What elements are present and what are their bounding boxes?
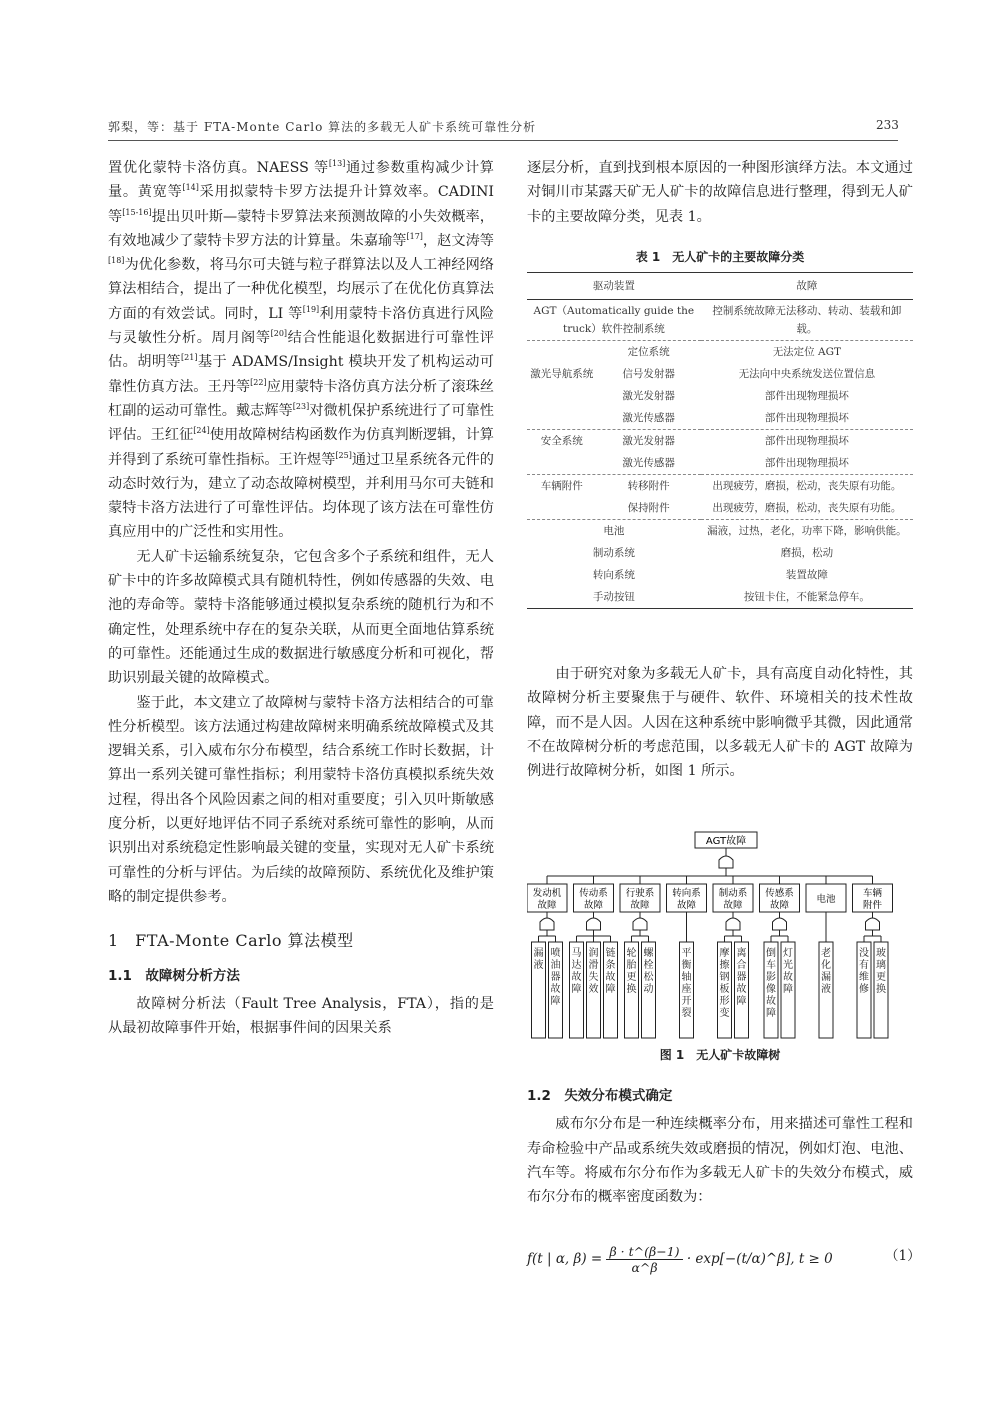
table-cell: 保持附件 bbox=[627, 502, 670, 514]
citation: [24] bbox=[193, 426, 210, 436]
right-column-mid bbox=[527, 662, 913, 783]
category-label: 制动系 bbox=[718, 888, 748, 899]
category-label: 转向系 bbox=[672, 888, 701, 899]
section-heading-1-1: 1.1 故障树分析方法 bbox=[108, 967, 240, 984]
table-group-safety: 安全系统 bbox=[540, 435, 583, 447]
table-cell: 按钮卡住，不能紧急停车。 bbox=[701, 586, 913, 609]
leaf-event-label: 马达故障 bbox=[571, 948, 582, 995]
table-cell: 无法定位 AGT bbox=[772, 346, 841, 358]
table-row bbox=[527, 385, 913, 407]
table-group-laser: 激光导航系统 bbox=[530, 368, 594, 380]
left-column bbox=[108, 156, 494, 1040]
table-row bbox=[527, 586, 913, 609]
citation: [20] bbox=[270, 329, 288, 339]
gate-symbol bbox=[540, 918, 554, 930]
table-group-vehicle: 车辆附件 bbox=[540, 480, 583, 492]
gate-symbol bbox=[719, 856, 733, 868]
citation: [25] bbox=[335, 450, 352, 460]
text: 利用蒙特卡洛仿真进行风险与灵敏性分析。周月阁等 bbox=[108, 305, 494, 347]
leaf-event-label: 链条故障 bbox=[605, 948, 616, 995]
table-row bbox=[527, 363, 913, 385]
category-label: 电池 bbox=[816, 894, 836, 905]
table-cell: 部件出现物理损坏 bbox=[701, 452, 913, 475]
category-label: 故障 bbox=[630, 900, 650, 911]
table-row bbox=[527, 542, 913, 564]
table-cell: 手动按钮 bbox=[527, 586, 701, 609]
table-row bbox=[527, 407, 913, 430]
leaf-event-label: 玻璃更换 bbox=[876, 948, 886, 995]
leaf-event-label: 螺栓松动 bbox=[643, 948, 654, 995]
table-row bbox=[527, 520, 913, 543]
equation-numerator: β · t^(β−1) bbox=[606, 1244, 682, 1260]
citation: [23] bbox=[292, 401, 310, 411]
running-header: 郭梨，等：基于 FTA-Monte Carlo 算法的多载无人矿卡系统可靠性分析 bbox=[108, 120, 537, 134]
text: 基于 ADAMS/Insight 模块开发了机构运动可靠性仿真方法。王丹等 bbox=[108, 354, 494, 395]
text: 置优化蒙特卡洛仿真。NAESS 等 bbox=[108, 160, 329, 176]
text: 通过参数重构减少计算量。黄宽等 bbox=[108, 160, 494, 201]
category-label: 附件 bbox=[862, 900, 883, 911]
category-label: 故障 bbox=[583, 900, 604, 911]
category-label: 故障 bbox=[676, 900, 697, 911]
fault-tree-figure bbox=[527, 826, 913, 1046]
table-cell: 无法向中央系统发送位置信息 bbox=[738, 368, 876, 380]
citation: [13] bbox=[328, 159, 346, 168]
table-row bbox=[527, 452, 913, 475]
table-row bbox=[527, 341, 913, 364]
table-row bbox=[527, 430, 913, 453]
text: ，赵文涛等 bbox=[422, 232, 494, 249]
leaf-event-label: 喷油器故障 bbox=[550, 948, 561, 1007]
table-cell: 装置故障 bbox=[785, 569, 828, 581]
category-label: 车辆 bbox=[862, 888, 883, 899]
table-header-device: 驱动装置 bbox=[527, 273, 701, 300]
leaf-event-label: 没有维修 bbox=[859, 948, 869, 995]
citation: [22] bbox=[250, 377, 267, 387]
section-heading-1: 1 FTA-Monte Carlo 算法模型 bbox=[108, 931, 354, 951]
equation-number: （1） bbox=[885, 1248, 921, 1264]
paragraph-fta-cont: 逐层分析，直到找到根本原因的一种图形演绎方法。本文通过对铜川市某露天矿无人矿卡的故障信息进行整理，得到无人矿卡的主要故障分类，见表 1。 bbox=[527, 160, 913, 225]
category-label: 故障 bbox=[769, 900, 790, 911]
citation: [14] bbox=[182, 183, 199, 193]
right-column-low bbox=[527, 1078, 913, 1209]
leaf-event-label: 离合器故障 bbox=[736, 948, 747, 1007]
leaf-event-label: 灯光故障 bbox=[783, 948, 793, 995]
table-cell: 转向系统 bbox=[592, 569, 635, 581]
top-event-label: AGT故障 bbox=[705, 836, 747, 847]
text: 通过卫星系统各元件的动态时效行为，建立了动态故障树模型，并利用马尔可夫链和蒙特卡洛方法进行了可靠性评估。均体现了该方法在可靠性仿真应用中的广泛性和实用性。 bbox=[108, 451, 494, 541]
table-caption: 表 1 无人矿卡的主要故障分类 bbox=[635, 250, 805, 264]
table-cell: 信号发射器 bbox=[622, 368, 675, 380]
table-cell: 转移附件 bbox=[627, 480, 670, 492]
citation: [18] bbox=[108, 256, 125, 266]
category-label: 故障 bbox=[537, 900, 557, 911]
table-row bbox=[527, 475, 913, 498]
category-label: 传感系 bbox=[765, 888, 794, 899]
paragraph-fault-tree-intro: 由于研究对象为多载无人矿卡，具有高度自动化特性，其故障树分析主要聚焦于与硬件、软件、环境相关的技术性故障，而不是人因。人因在这种系统中影响微乎其微，因此通常不在故障树分析的考虑范围，以多载无人矿卡的 AGT 故障为例进行故障树分析，如图 1 所示。 bbox=[527, 666, 913, 780]
citation: [21] bbox=[181, 353, 198, 363]
table-cell: 部件出现物理损坏 bbox=[701, 407, 913, 430]
table-header-fault: 故障 bbox=[701, 273, 913, 300]
table-cell: 部件出现物理损坏 bbox=[764, 390, 849, 402]
citation: [17] bbox=[406, 231, 423, 241]
table-cell: 制动系统 bbox=[592, 547, 635, 559]
paragraph-monte-carlo: 无人矿卡运输系统复杂，它包含多个子系统和组件，无人矿卡中的许多故障模式具有随机特性，例如传感器的失效、电池的寿命等。蒙特卡洛能够通过模拟复杂系统的随机行为和不确定性，处理系统中存在的复杂关联，从而更全面地估算系统的可靠性。还能通过生成的数据进行敏感度分析和可视化，帮助识别最关键的故障模式。 bbox=[108, 548, 494, 687]
equation-denominator: α^β bbox=[631, 1260, 658, 1275]
paragraph-method: 鉴于此，本文建立了故障树与蒙特卡洛方法相结合的可靠性分析模型。该方法通过构建故障树来明确系统故障模式及其逻辑关系，引入威布尔分布模型，结合系统工作时长数据，计算出一系列关键可靠性指标；利用蒙特卡洛仿真模拟系统失效过程，得出各个风险因素之间的相对重要度；引入贝叶斯敏感度分析，以更好地评估不同子系统对系统可靠性的影响，从而识别出对系统稳定性影响最关键的变量，实现对无人矿卡系统可靠性的分析与评估。为后续的故障预防、系统优化及维护策略的制定提供参考。 bbox=[108, 694, 494, 905]
table-cell: 激光发射器 bbox=[622, 435, 675, 447]
table-row bbox=[527, 497, 913, 520]
text: 使用故障树结构函数作为仿真判断逻辑，计算并得到了系统可靠性指标。王许煜等 bbox=[108, 427, 494, 468]
category-label: 发动机 bbox=[532, 888, 562, 899]
table-cell: 磨损，松动 bbox=[780, 547, 834, 559]
equation-lhs: f(t | α, β) = bbox=[527, 1251, 607, 1267]
table-cell: AGT（Automatically guide the truck）软件控制系统 bbox=[527, 300, 701, 341]
table-cell: 控制系统故障无法移动、转动、装载和卸载。 bbox=[701, 300, 913, 341]
table-cell: 激光传感器 bbox=[622, 457, 675, 469]
text: 为优化参数，将马尔可夫链与粒子群算法以及人工神经网络算法相结合，提出了一种优化模型，均展示了在优化仿真算法方面的有效尝试。同时，LI 等 bbox=[108, 257, 494, 322]
table-cell: 部件出现物理损坏 bbox=[764, 435, 849, 447]
paragraph-intro-cont bbox=[108, 156, 494, 545]
fault-classification-table bbox=[527, 272, 913, 609]
header-rule bbox=[108, 140, 898, 141]
category-label: 传动系 bbox=[579, 888, 608, 899]
text: 应用蒙特卡洛仿真方法分析了滚珠丝杠副的运动可靠性。戴志辉等 bbox=[108, 378, 494, 419]
text: 结合性能退化数据进行可靠性评估。胡明等 bbox=[108, 330, 494, 371]
gate-symbol bbox=[773, 918, 787, 930]
table-cell: 激光发射器 bbox=[622, 390, 675, 402]
category-label: 故障 bbox=[723, 900, 743, 911]
leaf-event-label: 轮胎更换 bbox=[626, 948, 637, 995]
leaf-event-label: 倒车影像故障 bbox=[766, 948, 776, 1019]
leaf-event-label: 润滑失效 bbox=[588, 948, 599, 995]
citation: [19] bbox=[302, 304, 320, 314]
citation: [15-16] bbox=[122, 207, 152, 217]
paragraph-weibull: 威布尔分布是一种连续概率分布，用来描述可靠性工程和寿命检验中产品或系统失效或磨损的情况，例如灯泡、电池、汽车等。将威布尔分布作为多载无人矿卡的失效分布模式，威布尔分布的概率密度函数为： bbox=[527, 1116, 913, 1206]
table-cell: 定位系统 bbox=[627, 346, 670, 358]
gate-symbol bbox=[633, 918, 647, 930]
section-heading-1-2: 1.2 失效分布模式确定 bbox=[527, 1088, 673, 1104]
text: 采用拟蒙特卡罗方法提升计算效率。CADINI 等 bbox=[108, 184, 494, 225]
table-cell: 出现疲劳，磨损，松动，丧失原有功能。 bbox=[712, 480, 902, 492]
leaf-event-label: 摩擦钢板形变 bbox=[719, 948, 730, 1019]
category-label: 行驶系 bbox=[625, 888, 655, 899]
table-cell: 出现疲劳，磨损，松动，丧失原有功能。 bbox=[701, 497, 913, 520]
leaf-event-label: 漏液 bbox=[533, 948, 544, 971]
table-cell: 激光传感器 bbox=[622, 412, 675, 424]
gate-symbol bbox=[587, 918, 601, 930]
right-column-top bbox=[527, 156, 913, 229]
text: 提出贝叶斯—蒙特卡罗算法来预测故障的小失效概率，有效地减少了蒙特卡罗方法的计算量。朱嘉瑜等 bbox=[108, 208, 494, 249]
gate-symbol bbox=[866, 918, 880, 930]
leaf-event-label: 老化漏液 bbox=[821, 948, 831, 995]
leaf-event-label: 平衡轴座开裂 bbox=[681, 948, 692, 1019]
page-number: 233 bbox=[876, 118, 899, 132]
table-row bbox=[527, 564, 913, 586]
table-cell: 漏液，过热，老化，功率下降，影响供能。 bbox=[707, 525, 907, 537]
paragraph-fta: 故障树分析法（Fault Tree Analysis，FTA），指的是从最初故障事件开始，根据事件间的因果关系 bbox=[108, 995, 494, 1037]
equation-fraction bbox=[606, 1244, 682, 1275]
equation-rhs: · exp[−(t/α)^β], t ≥ 0 bbox=[682, 1251, 833, 1267]
table-row bbox=[527, 300, 913, 341]
weibull-equation bbox=[527, 1244, 913, 1275]
text: 对微机保护系统进行了可靠性评估。王红征 bbox=[108, 402, 494, 444]
table-cell: 电池 bbox=[603, 525, 625, 537]
gate-symbol bbox=[726, 918, 740, 930]
figure-caption: 图 1 无人矿卡故障树 bbox=[659, 1048, 781, 1062]
